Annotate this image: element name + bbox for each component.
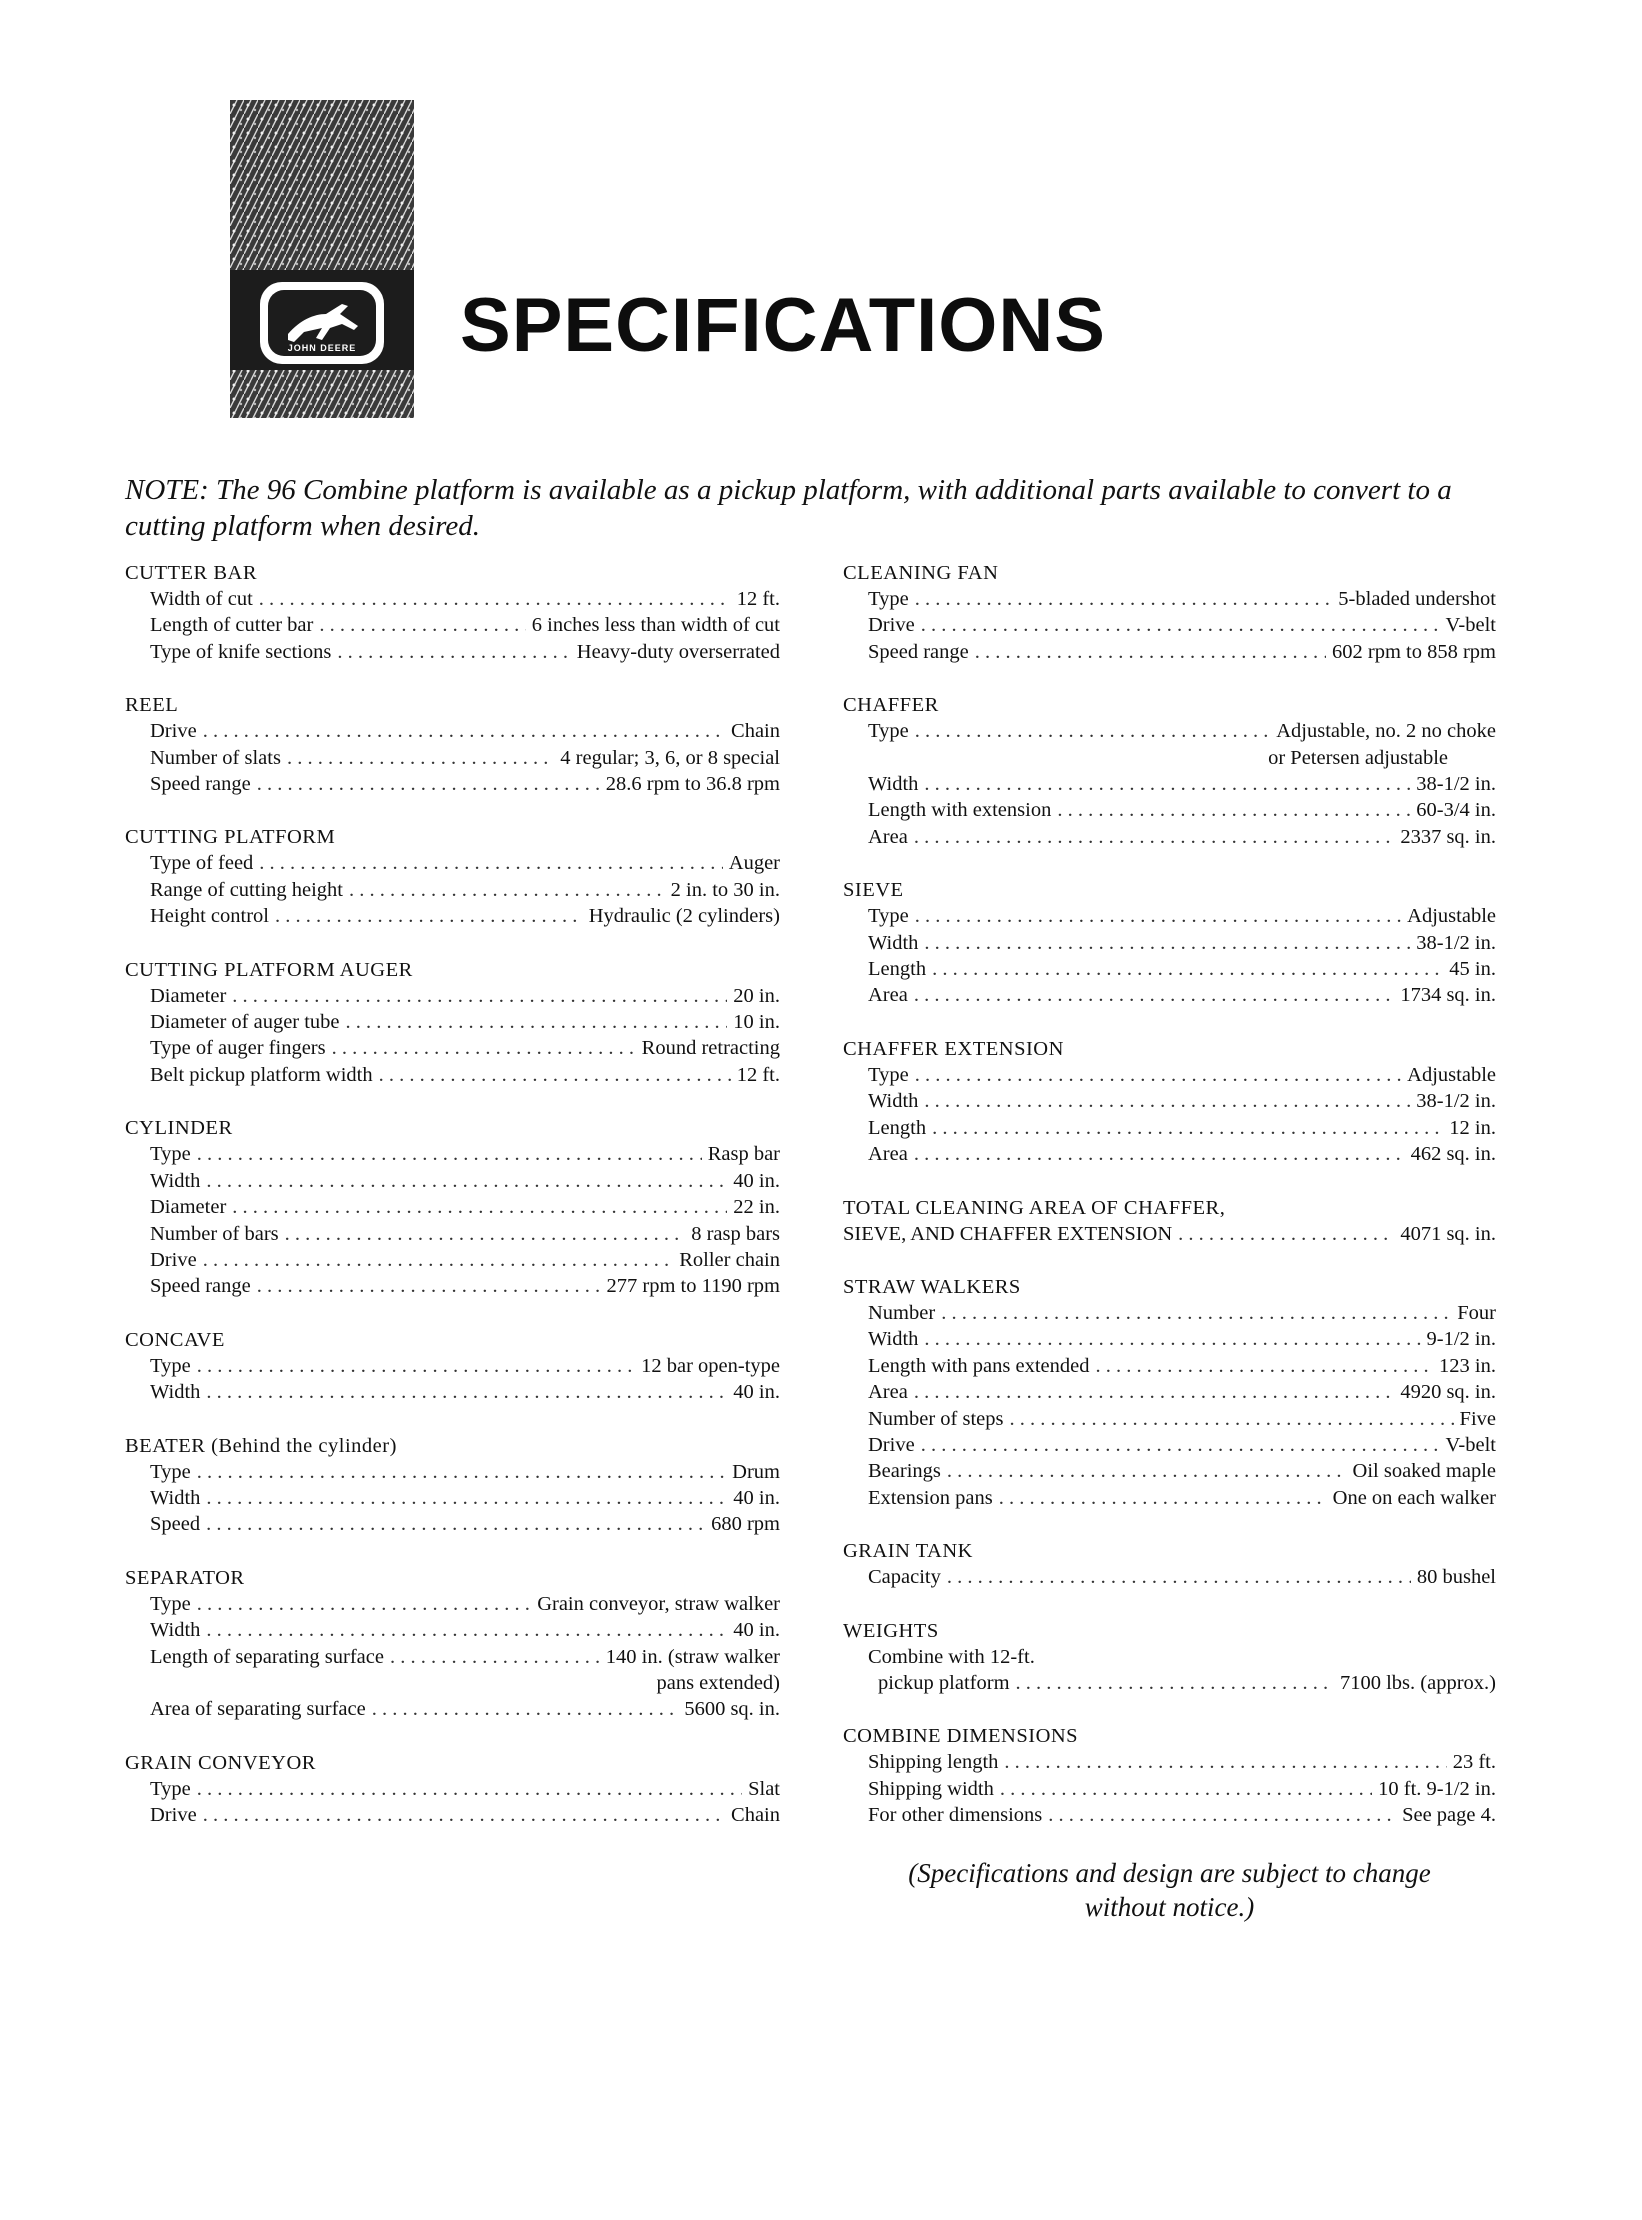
spec-value: Heavy-duty overserrated [576, 640, 780, 663]
spec-label: Drive [150, 720, 197, 743]
leader-dots [932, 1115, 1443, 1141]
leader-dots [259, 586, 731, 612]
spec-value: 5-bladed undershot [1338, 588, 1496, 610]
right-spec-column [843, 560, 1496, 1924]
section-title: SIEVE [843, 879, 904, 902]
spec-value: 10 in. [733, 1011, 780, 1034]
section-title: CUTTING PLATFORM AUGER [125, 958, 413, 981]
spec-label: Shipping width [868, 1777, 994, 1800]
spec-row [843, 1458, 1496, 1484]
spec-value: 40 in. [733, 1381, 780, 1404]
spec-section-reel [125, 692, 780, 797]
spec-row [843, 824, 1496, 850]
spec-value: 5600 sq. in. [684, 1698, 780, 1721]
left-spec-column [125, 560, 780, 1856]
spec-row [843, 1406, 1496, 1432]
leader-dots [975, 639, 1326, 665]
spec-label: Width [868, 1090, 919, 1113]
spec-row [125, 1035, 780, 1061]
spec-row [125, 1644, 780, 1670]
spec-section-total-cleaning-area-of-chaffer [843, 1195, 1496, 1247]
leader-dots [257, 1273, 601, 1299]
leader-dots [390, 1644, 600, 1670]
leader-dots [1048, 1802, 1396, 1828]
spec-row [843, 1353, 1496, 1379]
spec-label: Bearings [868, 1460, 941, 1483]
spec-label: Shipping length [868, 1751, 999, 1774]
leader-dots [287, 745, 554, 771]
spec-row [843, 1485, 1496, 1511]
leader-dots [232, 1194, 727, 1220]
spec-label: Length with extension [868, 799, 1052, 822]
spec-label: Length of separating surface [150, 1645, 384, 1668]
leader-dots [921, 612, 1440, 638]
spec-label: Length with pans extended [868, 1354, 1090, 1377]
spec-label: For other dimensions [868, 1804, 1043, 1827]
spec-label: Length [868, 1116, 927, 1139]
spec-value: Hydraulic (2 cylinders) [588, 905, 780, 928]
spec-row [125, 1141, 780, 1167]
spec-label: Type [150, 1460, 191, 1483]
spec-label: Speed range [868, 640, 969, 663]
leader-dots [197, 1591, 531, 1617]
spec-row [843, 586, 1496, 612]
spec-value: 7100 lbs. (approx.) [1339, 1671, 1496, 1694]
spec-label: Extension pans [868, 1486, 993, 1509]
spec-section-combine-dimensions [843, 1723, 1496, 1828]
spec-row [843, 1432, 1496, 1458]
spec-value: V-belt [1445, 1433, 1496, 1456]
spec-row [125, 771, 780, 797]
spec-value: 680 rpm [711, 1513, 780, 1536]
leader-dots [332, 1035, 636, 1061]
spec-value: Slat [748, 1777, 780, 1800]
spec-label: Type of feed [150, 852, 254, 875]
spec-label: Type of knife sections [150, 640, 332, 663]
spec-row [125, 586, 780, 612]
leader-dots [206, 1485, 727, 1511]
leader-dots [915, 718, 1271, 744]
spec-value: Adjustable, no. 2 no choke [1276, 720, 1496, 743]
leader-dots [206, 1379, 727, 1405]
section-title: CYLINDER [125, 1117, 233, 1140]
section-title: TOTAL CLEANING AREA OF CHAFFER, [843, 1196, 1226, 1219]
section-title: GRAIN CONVEYOR [125, 1751, 316, 1774]
spec-label: Number [868, 1301, 936, 1324]
spec-value: Rasp bar [707, 1143, 780, 1166]
spec-value: Chain [731, 720, 780, 743]
section-title: COMBINE DIMENSIONS [843, 1725, 1079, 1748]
spec-label: Capacity [868, 1566, 941, 1589]
spec-value: 45 in. [1449, 958, 1496, 981]
spec-section-weights [843, 1618, 1496, 1697]
section-title: CUTTER BAR [125, 562, 257, 584]
spec-row [125, 1379, 780, 1405]
spec-row [843, 771, 1496, 797]
spec-label: Width [150, 1169, 201, 1192]
leader-dots [921, 1432, 1440, 1458]
spec-value: Adjustable [1407, 905, 1496, 928]
section-title: CUTTING PLATFORM [125, 826, 336, 849]
spec-section-cutting-platform [125, 824, 780, 929]
spec-row [125, 903, 780, 929]
spec-label: Area [868, 984, 908, 1007]
spec-label: Diameter of auger tube [150, 1011, 340, 1034]
spec-row [843, 1379, 1496, 1405]
leader-dots [206, 1511, 705, 1537]
spec-value: 9-1/2 in. [1426, 1328, 1496, 1351]
spec-label: Type of auger fingers [150, 1037, 326, 1060]
leader-dots [1004, 1749, 1446, 1775]
spec-row [125, 1591, 780, 1617]
leader-dots [1095, 1353, 1433, 1379]
leader-dots [924, 1326, 1420, 1352]
spec-label: Type [150, 1777, 191, 1800]
leader-dots [915, 903, 1401, 929]
john-deere-logo [230, 100, 414, 418]
spec-label: Type [150, 1592, 191, 1615]
spec-section-beater-behind-the-cylinder [125, 1433, 780, 1538]
spec-label: Width [868, 773, 919, 796]
leader-dots [232, 983, 727, 1009]
leader-dots [947, 1564, 1411, 1590]
spec-row [843, 1326, 1496, 1352]
spec-row [843, 1749, 1496, 1775]
spec-label: SIEVE, AND CHAFFER EXTENSION [843, 1222, 1173, 1245]
spec-value: 2 in. to 30 in. [670, 878, 780, 901]
spec-value: Roller chain [679, 1248, 780, 1271]
spec-value: Five [1459, 1407, 1496, 1430]
leader-dots [275, 903, 583, 929]
spec-label: Diameter [150, 1196, 227, 1219]
leader-dots [914, 824, 1394, 850]
spec-row [843, 1141, 1496, 1167]
spec-label: Diameter [150, 984, 227, 1007]
spec-section-grain-tank [843, 1538, 1496, 1590]
leader-dots [924, 930, 1410, 956]
leader-dots [203, 1247, 674, 1273]
leader-dots [285, 1221, 686, 1247]
spec-section-chaffer [843, 692, 1496, 850]
section-title: CHAFFER EXTENSION [843, 1037, 1064, 1060]
spec-value: Round retracting [641, 1037, 780, 1060]
spec-row [125, 718, 780, 744]
spec-label: Number of slats [150, 746, 281, 769]
spec-label: Height control [150, 905, 269, 928]
spec-label: Length of cutter bar [150, 614, 314, 637]
section-title: WEIGHTS [843, 1619, 939, 1642]
spec-row [125, 612, 780, 638]
spec-value: 80 bushel [1416, 1566, 1496, 1589]
spec-row [125, 1009, 780, 1035]
spec-row [125, 1168, 780, 1194]
spec-label: Range of cutting height [150, 878, 343, 901]
section-title: CHAFFER [843, 694, 939, 717]
spec-value: 4071 sq. in. [1400, 1222, 1496, 1245]
spec-label: Width [868, 1328, 919, 1351]
leader-dots [206, 1617, 727, 1643]
section-title: REEL [125, 694, 179, 717]
spec-value: 12 in. [1449, 1116, 1496, 1139]
spec-label: Type [150, 1143, 191, 1166]
spec-row [843, 1802, 1496, 1828]
spec-value: 123 in. [1439, 1354, 1496, 1377]
spec-section-chaffer-extension [843, 1036, 1496, 1168]
leader-dots [349, 877, 665, 903]
leader-dots [947, 1458, 1347, 1484]
spec-row [843, 1300, 1496, 1326]
leader-dots [999, 1485, 1327, 1511]
spec-label: Number of steps [868, 1407, 1004, 1430]
spec-value: Oil soaked maple [1352, 1460, 1496, 1483]
spec-value: 38-1/2 in. [1416, 931, 1496, 954]
spec-label: Type [868, 905, 909, 928]
spec-value: 28.6 rpm to 36.8 rpm [605, 773, 780, 796]
section-title: GRAIN TANK [843, 1540, 973, 1563]
spec-value: 12 ft. [736, 1063, 780, 1086]
spec-row [125, 1194, 780, 1220]
spec-row [125, 1221, 780, 1247]
spec-label: Width [868, 931, 919, 954]
spec-row [125, 1459, 780, 1485]
leader-dots [914, 1141, 1405, 1167]
leader-dots [924, 1088, 1410, 1114]
spec-label: Type [868, 1063, 909, 1086]
spec-row [125, 1485, 780, 1511]
spec-label: Type [868, 720, 909, 743]
leader-dots [319, 612, 525, 638]
spec-row [125, 1247, 780, 1273]
leader-dots [924, 771, 1410, 797]
spec-value: 38-1/2 in. [1416, 773, 1496, 796]
section-title: CLEANING FAN [843, 562, 999, 584]
spec-value: 8 rasp bars [691, 1222, 780, 1245]
spec-section-sieve [843, 877, 1496, 1009]
leader-dots [1016, 1670, 1334, 1696]
spec-value: 40 in. [733, 1486, 780, 1509]
spec-value: 277 rpm to 1190 rpm [606, 1275, 780, 1298]
spec-value: 12 ft. [736, 588, 780, 610]
spec-label: Speed range [150, 1275, 251, 1298]
leader-dots [915, 586, 1333, 612]
leader-dots [197, 1459, 726, 1485]
spec-value: Chain [731, 1804, 780, 1827]
spec-row [125, 745, 780, 771]
spec-section-concave [125, 1327, 780, 1406]
disclaimer-line: (Specifications and design are subject to change [908, 1857, 1431, 1888]
leader-dots [379, 1062, 731, 1088]
spec-section-cutting-platform-auger [125, 957, 780, 1089]
spec-row [125, 1802, 780, 1828]
spec-label: Drive [150, 1804, 197, 1827]
spec-row [843, 1062, 1496, 1088]
spec-row [843, 956, 1496, 982]
spec-row [843, 903, 1496, 929]
spec-row [843, 1564, 1496, 1590]
spec-label: Type [868, 588, 909, 610]
spec-value: 1734 sq. in. [1400, 984, 1496, 1007]
spec-row [843, 1776, 1496, 1802]
spec-row [125, 850, 780, 876]
leader-dots [203, 718, 725, 744]
spec-label: Width of cut [150, 588, 253, 610]
spec-label: Number of bars [150, 1222, 279, 1245]
spec-row [125, 1062, 780, 1088]
leader-dots [257, 771, 600, 797]
leader-dots [1178, 1221, 1394, 1247]
spec-section-cleaning-fan [843, 560, 1496, 665]
spec-row [843, 1221, 1496, 1247]
spec-label-line: Combine with 12-ft. [868, 1645, 1035, 1668]
section-title: BEATER (Behind the cylinder) [125, 1434, 397, 1457]
spec-label: Drive [868, 614, 915, 637]
spec-value: 22 in. [733, 1196, 780, 1219]
spec-value: 4 regular; 3, 6, or 8 special [560, 746, 780, 769]
spec-row [843, 797, 1496, 823]
leader-dots [1000, 1776, 1372, 1802]
spec-value: One on each walker [1332, 1486, 1496, 1509]
spec-label: Type [150, 1354, 191, 1377]
spec-row [843, 1115, 1496, 1141]
spec-label: Width [150, 1619, 201, 1642]
spec-row [843, 1088, 1496, 1114]
leader-dots [915, 1062, 1401, 1088]
leader-dots [914, 1379, 1394, 1405]
spec-value: Adjustable [1407, 1063, 1496, 1086]
spec-label: pickup platform [878, 1671, 1010, 1694]
spec-value: 602 rpm to 858 rpm [1332, 640, 1496, 663]
spec-label: Width [150, 1486, 201, 1509]
disclaimer [843, 1856, 1496, 1924]
spec-value: 462 sq. in. [1410, 1143, 1496, 1166]
spec-value-continued: pans extended) [656, 1671, 780, 1694]
leader-dots [932, 956, 1443, 982]
spec-section-cylinder [125, 1115, 780, 1299]
spec-section-grain-conveyor [125, 1750, 780, 1829]
spec-row [125, 983, 780, 1009]
spec-value: 38-1/2 in. [1416, 1090, 1496, 1113]
spec-value: 40 in. [733, 1619, 780, 1642]
leader-dots [941, 1300, 1451, 1326]
spec-value: 60-3/4 in. [1416, 799, 1496, 822]
spec-value: V-belt [1445, 614, 1496, 637]
spec-section-cutter-bar [125, 560, 780, 665]
spec-value: Four [1457, 1301, 1496, 1324]
spec-value: See page 4. [1402, 1804, 1496, 1827]
spec-value: 20 in. [733, 984, 780, 1007]
spec-value: 23 ft. [1452, 1751, 1496, 1774]
spec-value: 4920 sq. in. [1400, 1381, 1496, 1404]
spec-label: Area [868, 825, 908, 848]
platform-note: NOTE: The 96 Combine platform is available as a pickup platform, with additional parts available to convert to a cutting platform when desired. [125, 474, 1452, 542]
leader-dots [914, 982, 1394, 1008]
spec-label: Speed [150, 1513, 201, 1536]
spec-row [125, 1353, 780, 1379]
leader-dots [259, 850, 722, 876]
section-title: CONCAVE [125, 1328, 225, 1351]
spec-row [843, 982, 1496, 1008]
spec-value: 2337 sq. in. [1400, 825, 1496, 848]
spec-value: 6 inches less than width of cut [531, 614, 780, 637]
spec-label: Belt pickup platform width [150, 1063, 373, 1086]
spec-label: Length [868, 958, 927, 981]
spec-row [843, 639, 1496, 665]
leader-dots [1057, 797, 1410, 823]
leader-dots [1010, 1406, 1454, 1432]
leader-dots [203, 1802, 725, 1828]
spec-value: Grain conveyor, straw walker [537, 1592, 780, 1615]
spec-row [125, 1617, 780, 1643]
spec-value: Auger [728, 852, 780, 875]
section-title: SEPARATOR [125, 1566, 245, 1589]
spec-label: Drive [150, 1248, 197, 1271]
spec-row [125, 1696, 780, 1722]
page-title: SPECIFICATIONS [460, 283, 1106, 368]
leader-dots [197, 1141, 702, 1167]
leader-dots [372, 1696, 679, 1722]
spec-value: 10 ft. 9-1/2 in. [1378, 1777, 1496, 1800]
spec-row [125, 1511, 780, 1537]
leader-dots [337, 639, 570, 665]
disclaimer-line: without notice.) [1084, 1891, 1255, 1922]
spec-value: Drum [732, 1460, 780, 1483]
section-title: STRAW WALKERS [843, 1275, 1021, 1298]
wheat-field-photo [230, 100, 414, 418]
spec-row [843, 1670, 1496, 1696]
spec-value: 12 bar open-type [641, 1354, 780, 1377]
spec-row [843, 718, 1496, 744]
leader-dots [206, 1168, 727, 1194]
spec-row [843, 930, 1496, 956]
leader-dots [197, 1776, 742, 1802]
logo-text: JOHN DEERE [287, 343, 357, 353]
spec-value: 140 in. (straw walker [605, 1645, 780, 1668]
spec-label: Width [150, 1381, 201, 1404]
spec-section-separator [125, 1565, 780, 1723]
spec-value-continued: or Petersen adjustable [1268, 746, 1448, 769]
spec-row [125, 1776, 780, 1802]
spec-value: 40 in. [733, 1169, 780, 1192]
spec-row [125, 1273, 780, 1299]
spec-label: Speed range [150, 773, 251, 796]
spec-label: Drive [868, 1433, 915, 1456]
leader-dots [346, 1009, 728, 1035]
spec-section-straw-walkers [843, 1274, 1496, 1511]
spec-row [125, 877, 780, 903]
leader-dots [197, 1353, 635, 1379]
spec-label: Area of separating surface [150, 1698, 366, 1721]
spec-row [843, 612, 1496, 638]
spec-label: Area [868, 1143, 908, 1166]
spec-label: Area [868, 1381, 908, 1404]
spec-row [125, 639, 780, 665]
